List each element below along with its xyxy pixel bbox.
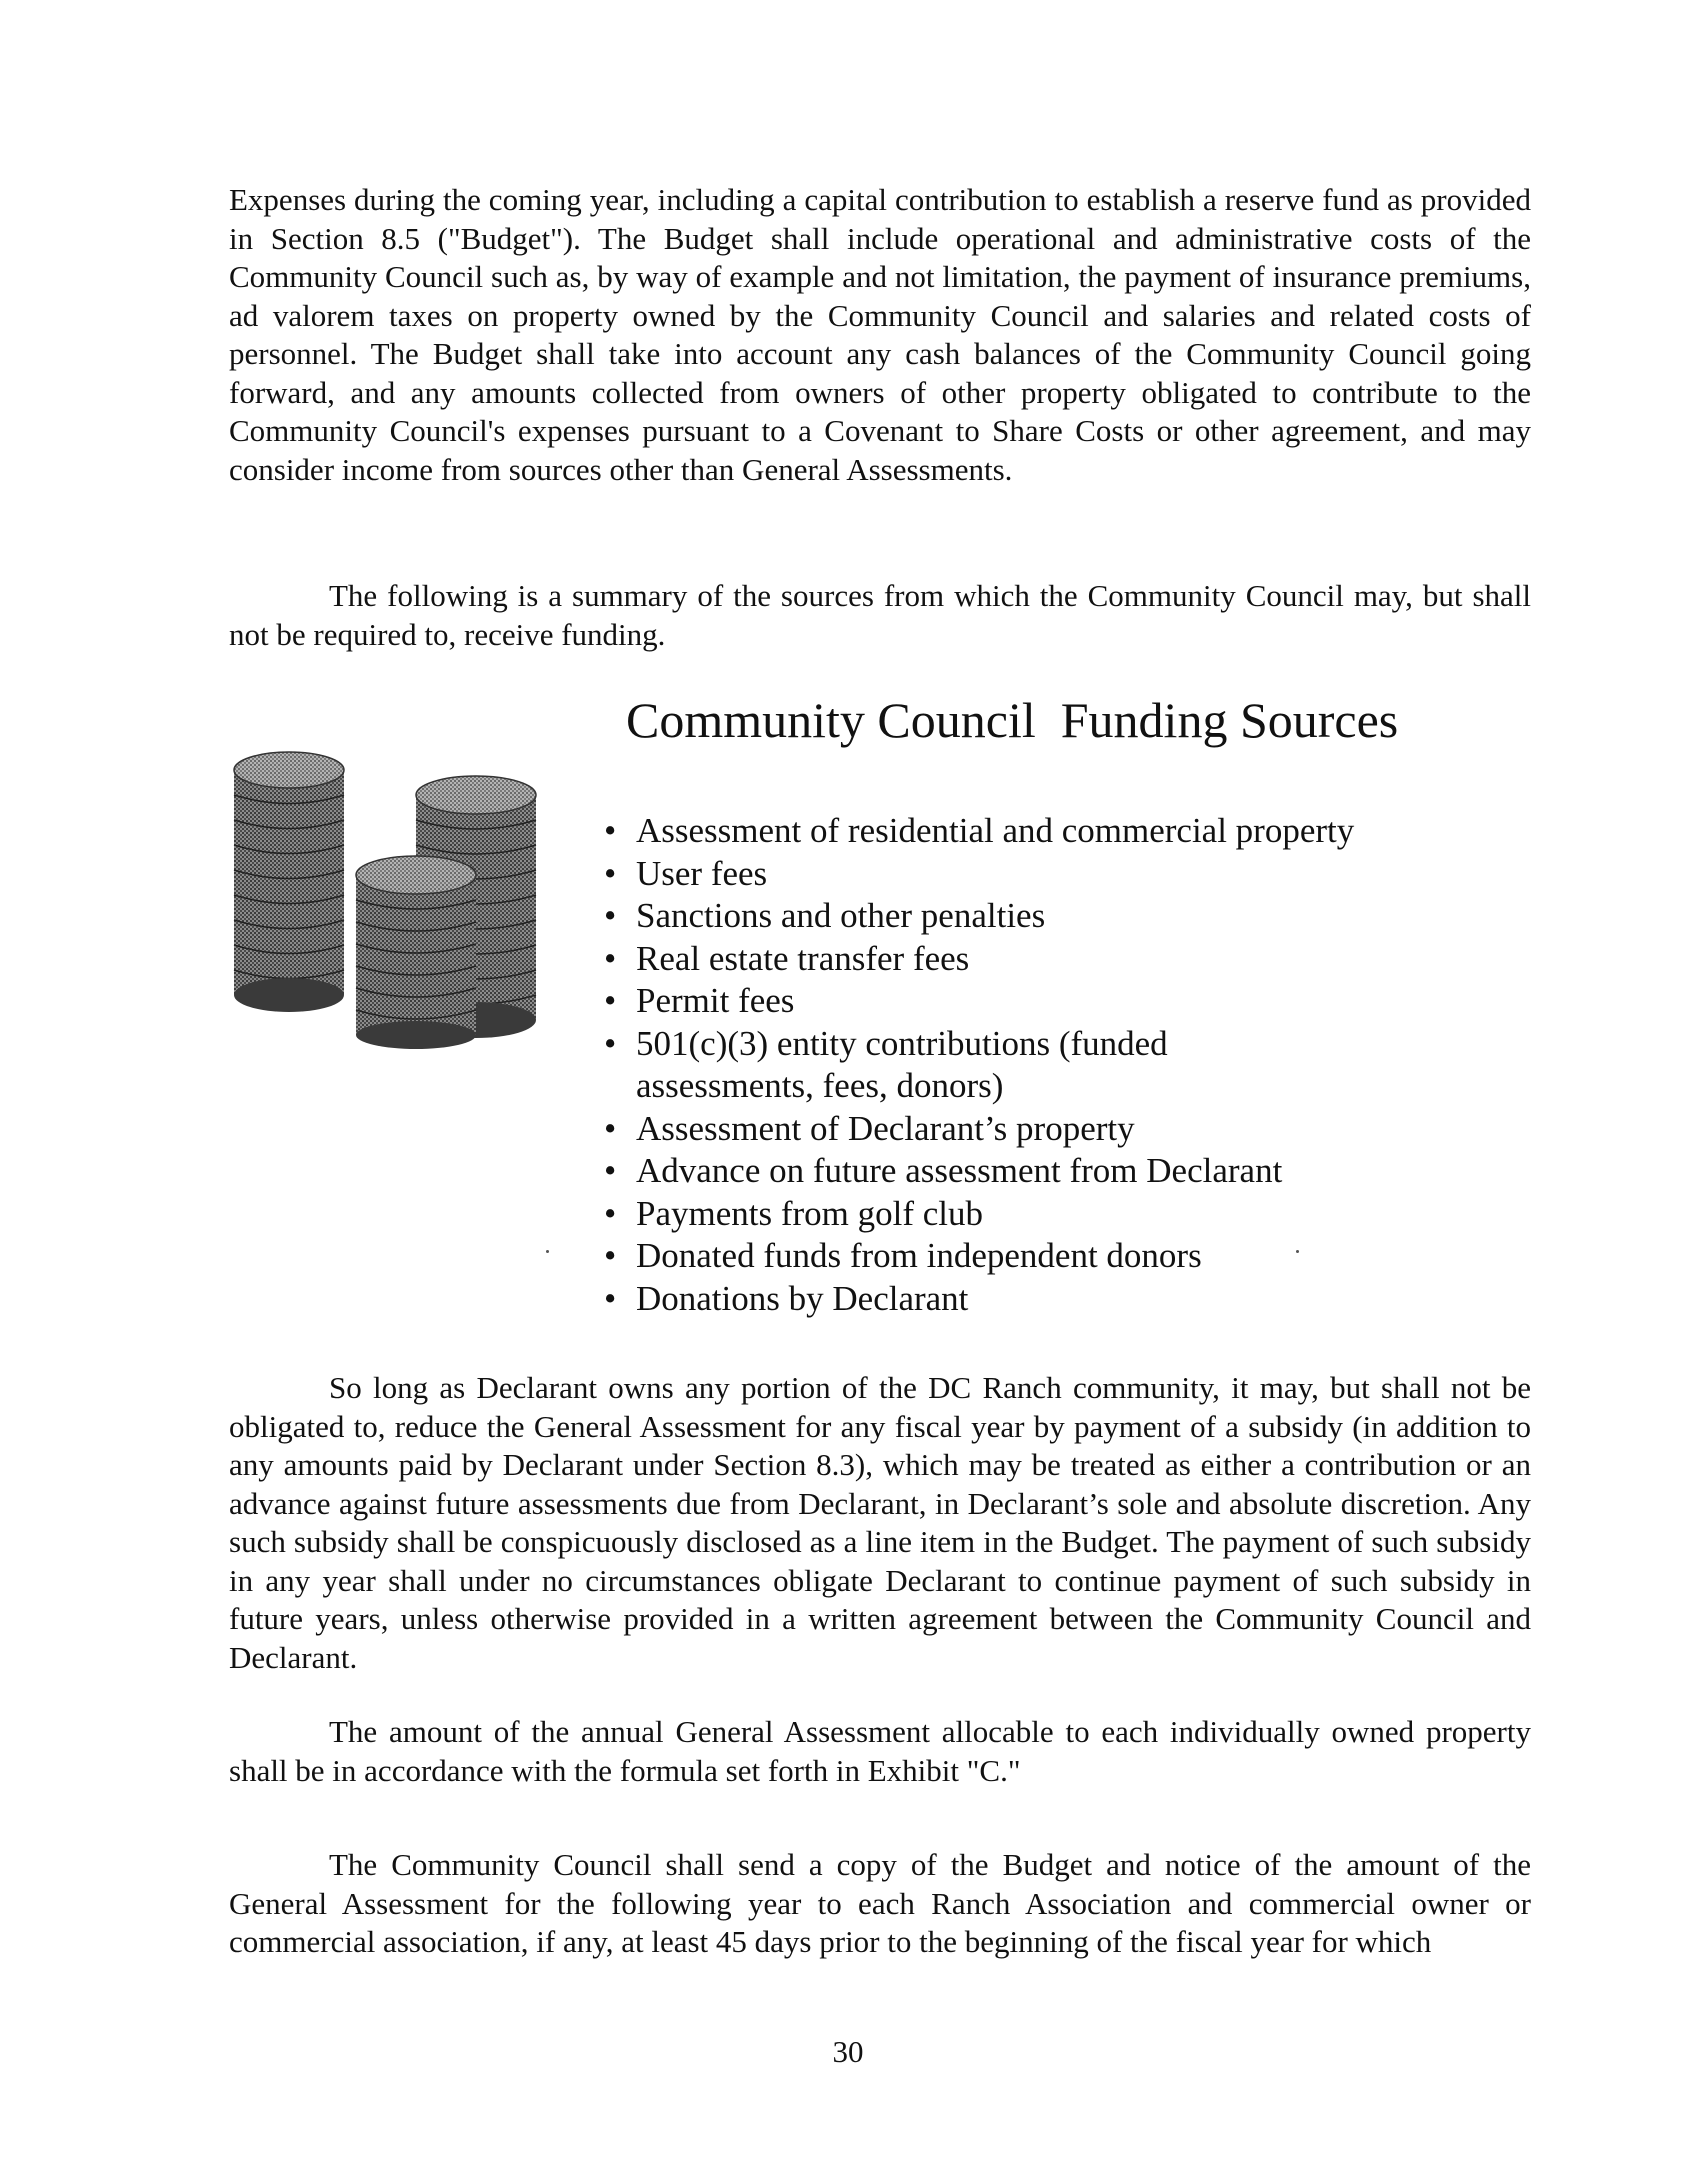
coin-stacks-icon bbox=[226, 740, 566, 1050]
list-item: • Real estate transfer fees bbox=[598, 938, 1398, 981]
paragraph-budget-notice: The Community Council shall send a copy of the Budget and notice of the amount of the General Assessment for the following year to each Ranch Association and commercial owner or commercial association, if any, at least 45 days prior to the beginning of the fiscal year for which bbox=[229, 1847, 1531, 1959]
list-item: • 501(c)(3) entity contributions (funded assessments, fees, donors) bbox=[604, 1023, 1168, 1105]
scan-speck bbox=[1296, 1250, 1299, 1253]
paragraph-assessment-allocation: The amount of the annual General Assessment allocable to each individually owned property shall be in accordance with the formula set forth in Exhibit "C." bbox=[229, 1714, 1531, 1788]
bullet-icon: • bbox=[604, 1108, 617, 1148]
bullet-icon: • bbox=[604, 1023, 617, 1063]
page-number: 30 bbox=[832, 2034, 864, 2069]
list-item: • Assessment of residential and commercial property bbox=[598, 810, 1398, 853]
list-item: • Donated funds from independent donors bbox=[598, 1235, 1398, 1278]
bullet-icon: • bbox=[604, 896, 617, 935]
list-item: • Permit fees bbox=[598, 980, 1398, 1023]
bullet-icon: • bbox=[604, 1151, 617, 1190]
paragraph-declarant-subsidy: So long as Declarant owns any portion of the DC Ranch community, it may, but shall not be obligated to, reduce the General Assessment for any fiscal year by payment of a subsidy (in addition to any amounts paid by Declarant under Section 8.3), which may be treated as either a contribution or an advance against future assessments due from Declarant, in Declarant’s sole and absolute discretion. Any such subsidy shall be conspicuously disclosed as a line item in the Budget. The payment of such subsidy in any year shall under no circumstances obligate Declarant to continue payment of such subsidy in future years, unless otherwise provided in a written agreement between the Community Council and Declarant. bbox=[229, 1370, 1531, 1675]
bullet-icon: • bbox=[604, 1236, 617, 1275]
bullet-icon: • bbox=[604, 1278, 617, 1318]
bullet-icon: • bbox=[604, 811, 617, 850]
list-item: • Payments from golf club bbox=[598, 1193, 1398, 1236]
bullet-icon: • bbox=[604, 981, 617, 1020]
list-item: • Donations by Declarant bbox=[598, 1278, 1398, 1321]
scan-speck bbox=[546, 1250, 549, 1253]
bullet-icon: • bbox=[604, 938, 617, 978]
list-item: • Advance on future assessment from Declarant bbox=[598, 1150, 1398, 1193]
bullet-icon: • bbox=[604, 1193, 617, 1233]
list-item: • Assessment of Declarant’s property bbox=[598, 1108, 1398, 1151]
paragraph-budget-expenses: Expenses during the coming year, including a capital contribution to establish a reserve fund as provided in Section 8.5 ("Budget"). The Budget shall include operational and administrative costs of the Community Council such as, by way of example and not limitation, the payment of insurance premiums, ad valorem taxes on property owned by the Community Council and salaries and related costs of personnel. The Budget shall take into account any cash balances of the Community Council going forward, and any amounts collected from owners of other property obligated to contribute to the Community Council's expenses pursuant to a Covenant to Share Costs or other agreement, and may consider income from sources other than General Assessments. bbox=[229, 182, 1531, 487]
funding-sources-list bbox=[598, 810, 1398, 1320]
paragraph-funding-summary-intro: The following is a summary of the sources from which the Community Council may, but shall not be required to, receive funding. bbox=[229, 578, 1531, 652]
bullet-icon: • bbox=[604, 853, 617, 893]
list-item: • Sanctions and other penalties bbox=[598, 895, 1398, 938]
list-item: • User fees bbox=[598, 853, 1398, 896]
funding-sources-title: Community Council Funding Sources bbox=[626, 692, 1399, 748]
